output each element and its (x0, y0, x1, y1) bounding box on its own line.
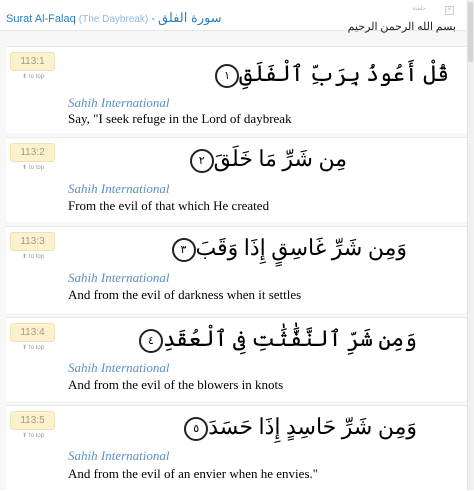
to-top-link[interactable]: ⬆ to top (22, 254, 45, 260)
arabic-verse: وَمِن شَرِّ حَاسِدٍ إِذَا حَسَدَ٥ (178, 414, 417, 441)
translation-text: And from the evil of an envier when he envies." (68, 466, 319, 481)
ayah-reference[interactable]: 113:4 (10, 323, 55, 342)
ayah-block (6, 405, 467, 491)
translation-text: And from the evil of the blowers in knots (68, 377, 284, 392)
ayah-number-icon: ٤ (139, 329, 163, 353)
ayah-block (6, 226, 467, 313)
ayah-reference[interactable]: 113:2 (10, 143, 55, 162)
translation-text: From the evil of that which He created (68, 198, 270, 213)
to-top-link[interactable]: ⬆ to top (22, 165, 45, 171)
scrollbar-thumb[interactable] (468, 2, 473, 62)
ayah-number-icon: ٥ (184, 417, 208, 441)
arrow-up-icon: ⬆ (22, 433, 28, 439)
surah-transliteration: Surat Al-Falaq (6, 13, 76, 25)
ayah-reference[interactable]: 113:1 (10, 52, 55, 71)
translator-name: Sahih International (68, 360, 170, 375)
surah-arabic-name: سورة الفلق (158, 10, 222, 25)
scrollbar[interactable] (467, 0, 474, 490)
close-icon[interactable]: × (445, 6, 454, 15)
to-top-link[interactable]: ⬆ to top (22, 74, 45, 80)
arabic-verse: وَمِن شَرِّ غَاسِقٍ إِذَا وَقَبَ٣ (166, 235, 407, 262)
ayah-reference[interactable]: 113:3 (10, 232, 55, 251)
translator-name: Sahih International (68, 181, 170, 196)
translation-text: And from the evil of darkness when it settles (68, 287, 302, 302)
header-small-link[interactable]: خلفية (412, 6, 426, 12)
arrow-up-icon: ⬆ (22, 345, 28, 351)
arrow-up-icon: ⬆ (22, 74, 28, 80)
ayah-reference[interactable]: 113:5 (10, 411, 55, 430)
arrow-up-icon: ⬆ (22, 254, 28, 260)
to-top-link[interactable]: ⬆ to top (22, 433, 45, 439)
ayah-block (6, 317, 467, 401)
arabic-verse: وَمِن شَرِّ ٱلنَّفَّٰثَٰتِ فِى ٱلْعُقَدِ٤ (133, 326, 417, 353)
surah-title (6, 10, 222, 26)
translator-name: Sahih International (68, 448, 170, 463)
ayah-number-icon: ٢ (190, 149, 214, 173)
ayah-block (6, 137, 467, 222)
arabic-verse: مِن شَرِّ مَا خَلَقَ٢ (184, 146, 347, 173)
translator-name: Sahih International (68, 270, 170, 285)
arabic-verse: قُلْ أَعُوذُ بِرَبِّ ٱلْفَلَقِ١ (209, 61, 449, 88)
translator-name: Sahih International (68, 95, 170, 110)
to-top-link[interactable]: ⬆ to top (22, 345, 45, 351)
surah-subtitle: (The Daybreak) (78, 14, 149, 25)
arrow-up-icon: ⬆ (22, 165, 28, 171)
title-separator: - (151, 13, 155, 25)
translation-text: Say, "I seek refuge in the Lord of daybreak (68, 111, 292, 126)
ayah-number-icon: ١ (215, 64, 239, 88)
ayah-number-icon: ٣ (172, 238, 196, 262)
ayah-block (6, 46, 467, 133)
bismillah: بسم الله الرحمن الرحيم (347, 21, 456, 33)
